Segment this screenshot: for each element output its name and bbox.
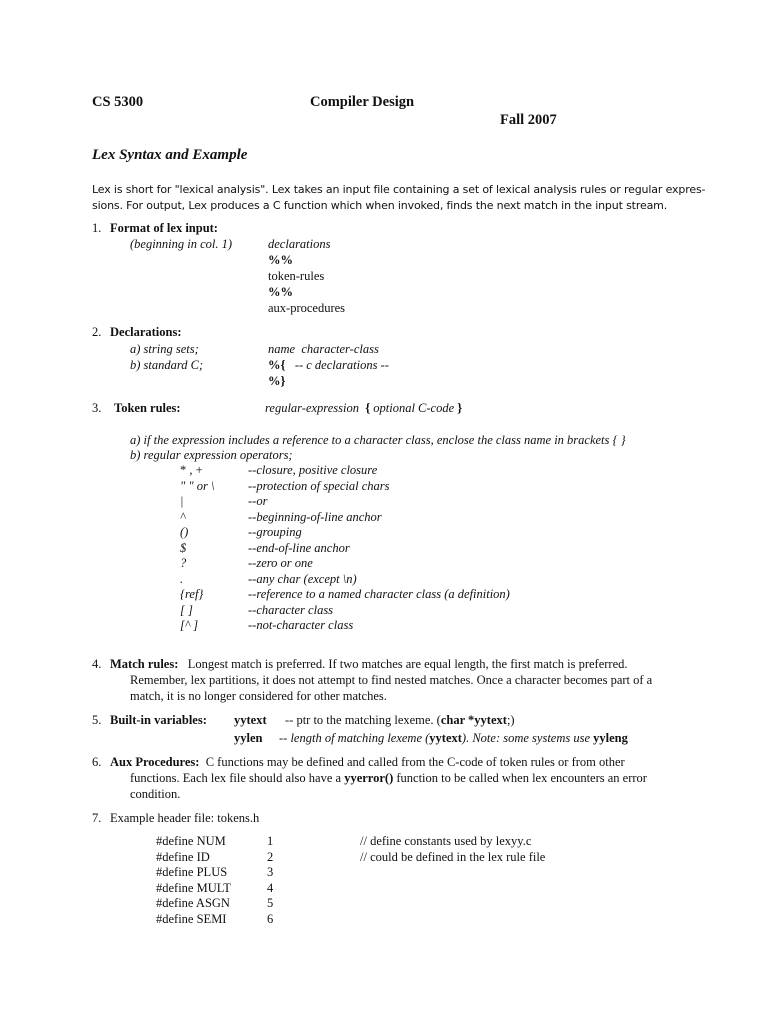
yytext-desc-text: -- ptr to the matching lexeme. ( <box>285 713 441 727</box>
yylen-ref: yytext <box>429 731 462 745</box>
token-rules-b: b) regular expression operators; <box>130 448 293 462</box>
term: Fall 2007 <box>500 112 557 128</box>
declarations-class-token: character-class <box>301 342 379 356</box>
section-6-line-3: condition. <box>130 787 181 801</box>
define-comment: // define constants used by lexyy.c <box>360 834 532 848</box>
section-4-line-3: match, it is no longer considered for other matches. <box>130 689 387 703</box>
course-title: Compiler Design <box>310 94 415 110</box>
section-2-number: 2. <box>92 325 102 339</box>
declarations-a: a) string sets; <box>130 342 199 356</box>
section-6-text: C functions may be defined and called from the C-code of token rules or from other <box>205 755 625 769</box>
operator-description: --character class <box>248 602 334 617</box>
intro-line-1: Lex is short for "lexical analysis". Lex takes an input file containing a set of lexical analysis rules or regular expres- <box>92 183 706 196</box>
rule-brace-open: { <box>365 401 371 415</box>
section-6-line-2b: function to be called when lex encounters an error <box>393 771 647 785</box>
section-5-number: 5. <box>92 713 102 727</box>
operator-symbol: " " or \ <box>180 478 215 493</box>
define-name: #define ID <box>156 849 210 864</box>
declarations-b: b) standard C; <box>130 358 204 372</box>
operator-symbol: $ <box>180 540 187 555</box>
operator-description: --closure, positive closure <box>248 463 378 477</box>
course-code: CS 5300 <box>92 94 144 110</box>
declarations-name-token: name <box>268 342 296 356</box>
format-aux-procedures: aux-procedures <box>268 301 346 315</box>
yylen-alt: yyleng <box>593 731 628 745</box>
define-value: 3 <box>267 865 274 879</box>
operator-description: --any char (except \n) <box>248 571 357 586</box>
section-6-heading: Aux Procedures: <box>110 755 200 769</box>
format-separator-2: %% <box>268 285 293 299</box>
define-comment: // could be defined in the lex rule file <box>360 849 546 864</box>
operator-description: --grouping <box>248 525 302 539</box>
declarations-name <box>268 342 379 358</box>
operator-description: --end-of-line anchor <box>248 540 350 555</box>
yytext-char-decl: char *yytext <box>440 713 507 727</box>
declarations-c-block <box>268 358 389 374</box>
rule-code: optional C-code <box>373 401 455 415</box>
define-value: 5 <box>267 896 274 910</box>
operator-symbol: {ref} <box>180 587 204 601</box>
yyerror-function: yyerror() <box>344 771 394 785</box>
var-yylen-desc <box>279 731 628 747</box>
section-7-number: 7. <box>92 811 102 825</box>
section-4-line-1 <box>110 657 628 673</box>
section-3-heading: Token rules: <box>114 401 181 415</box>
operator-description: --not-character class <box>248 618 354 632</box>
operator-description: --protection of special chars <box>248 478 390 493</box>
define-value: 4 <box>267 880 274 895</box>
operator-description: --or <box>248 494 268 508</box>
intro-line-2: sions. For output, Lex produces a C function which when invoked, finds the next match in the input stream. <box>92 199 668 212</box>
section-2-heading: Declarations: <box>110 325 182 339</box>
c-block-comment: -- c declarations -- <box>294 358 389 372</box>
operator-symbol: | <box>180 494 184 508</box>
section-4-text: Longest match is preferred. If two matches are equal length, the first match is preferred. <box>187 657 628 671</box>
operator-description: --reference to a named character class (a definition) <box>248 587 510 601</box>
define-list <box>156 834 576 929</box>
var-yytext-desc <box>285 713 515 729</box>
section-4-heading: Match rules: <box>110 657 179 671</box>
define-name: #define SEMI <box>156 911 227 926</box>
section-6-number: 6. <box>92 755 102 769</box>
section-4-number: 4. <box>92 657 102 671</box>
operator-symbol: () <box>180 525 189 539</box>
section-6-line-2a: functions. Each lex file should also have a <box>130 771 345 785</box>
section-1-note: (beginning in col. 1) <box>130 237 233 251</box>
operator-symbol: . <box>180 571 184 586</box>
define-value: 1 <box>267 834 274 848</box>
token-rule-syntax <box>265 401 462 417</box>
section-6-line-2 <box>130 771 647 787</box>
define-name: #define ASGN <box>156 896 230 910</box>
section-6-line-1 <box>110 755 625 771</box>
section-1-number: 1. <box>92 221 102 235</box>
operator-list <box>180 463 640 634</box>
operator-symbol: ^ <box>180 509 186 524</box>
yytext-desc-end: ;) <box>506 713 515 727</box>
operator-description: --beginning-of-line anchor <box>248 509 382 524</box>
operator-description: --zero or one <box>248 556 313 570</box>
format-declarations: declarations <box>268 237 331 251</box>
section-4-line-2: Remember, lex partitions, it does not attempt to find nested matches. Once a character becomes part of a <box>130 673 653 687</box>
operator-symbol: ? <box>180 556 187 570</box>
define-name: #define PLUS <box>156 865 228 879</box>
define-name: #define MULT <box>156 880 231 895</box>
section-7-heading: Example header file: tokens.h <box>110 811 260 825</box>
var-yylen: yylen <box>234 731 263 745</box>
operator-symbol: [^ ] <box>180 618 199 632</box>
operator-symbol: [ ] <box>180 602 193 617</box>
define-name: #define NUM <box>156 834 226 848</box>
yylen-desc-text: -- length of matching lexeme ( <box>279 731 430 745</box>
rule-expression: regular-expression <box>265 401 359 415</box>
token-rules-a: a) if the expression includes a reference to a character class, enclose the class name in brackets { } <box>130 433 626 447</box>
c-block-open: %{ <box>268 358 286 372</box>
var-yytext: yytext <box>234 713 267 727</box>
section-5-heading: Built-in variables: <box>110 713 207 727</box>
operator-symbol: * , + <box>180 463 203 477</box>
rule-brace-close: } <box>457 401 463 415</box>
define-value: 2 <box>267 849 274 864</box>
format-separator-1: %% <box>268 253 293 267</box>
c-block-close: %} <box>268 374 286 388</box>
yylen-note: ). Note: some systems use <box>461 731 594 745</box>
format-token-rules: token-rules <box>268 269 325 283</box>
section-3-number: 3. <box>92 401 102 415</box>
define-value: 6 <box>267 911 274 926</box>
document-title: Lex Syntax and Example <box>92 147 248 163</box>
section-1-heading: Format of lex input: <box>110 221 218 235</box>
